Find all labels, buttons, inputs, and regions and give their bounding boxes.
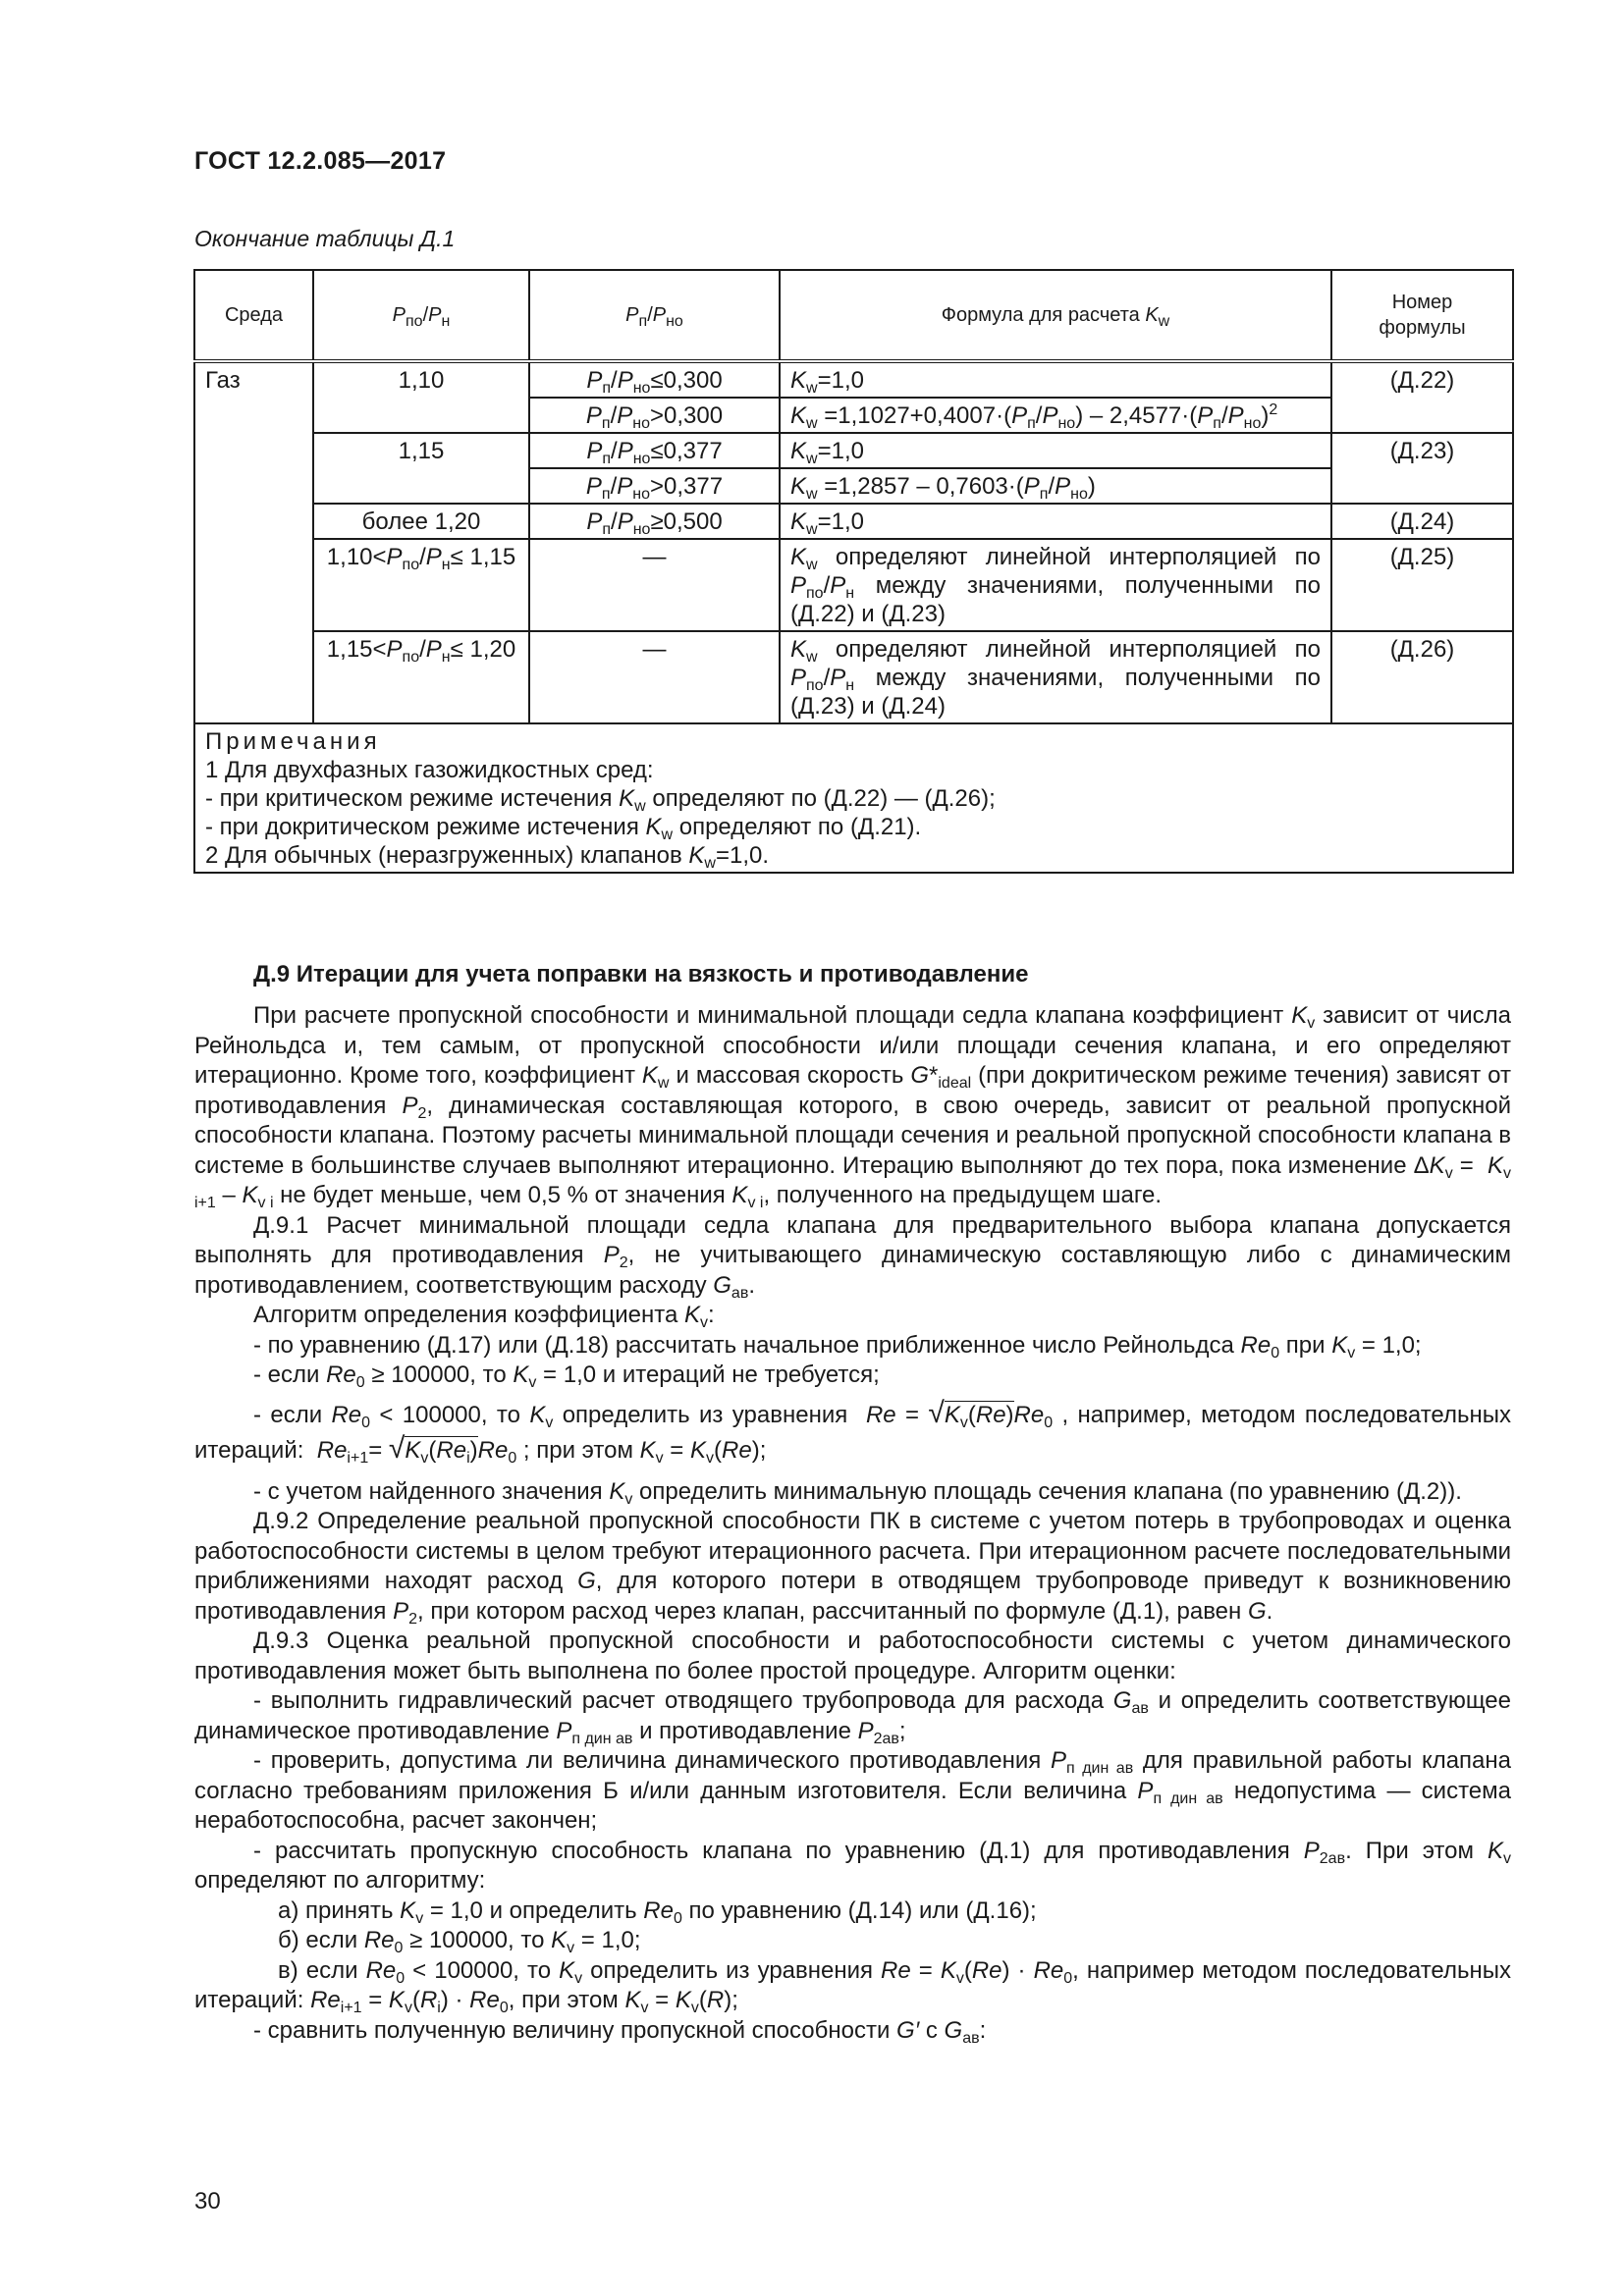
note-line: 1 Для двухфазных газожидкостных сред:	[205, 757, 654, 783]
cell-ratio2: $P_п/P_{но}\ge 0,500$	[529, 504, 780, 539]
paragraph: - по уравнению (Д.17) или (Д.18) рассчитать начальное приближенное число Рейнольдса $Re_0$ при $K_v = 1,0$;	[253, 1331, 1422, 1362]
cell-number: (Д.24)	[1331, 504, 1513, 539]
note-line: 2 Для обычных (неразгруженных) клапанов $K_w=1,0$.	[205, 842, 770, 872]
cell-ratio2: $P_п/P_{но}\le 0,300$	[529, 361, 780, 398]
paragraph: Д.9.1 Расчет минимальной площади седла клапана для предварительного выбора клапана допускается выполнять для противодавления $P_2$, не учитывающего динамическую составляющую либо с динамическим противодавлением, соответствующим расходу $G_{ав}$.	[194, 1211, 1511, 1302]
cell-number: (Д.22)	[1331, 361, 1513, 433]
paragraph: Д.9.2 Определение реальной пропускной способности ПК в системе с учетом потерь в трубопроводах и оценка работоспособности системы в целом требуют итерационного расчета. При итерационном расчете последовательными приближениями находят расход G, для которого потери в отводящем трубопроводе приведут к возникновению противодавления $P_2$, при котором расход через клапан, рассчитанный по формуле (Д.1), равен G.	[194, 1508, 1511, 1628]
cell-formula: $K_w=1,0$	[780, 433, 1331, 468]
cell-ratio2: —	[529, 631, 780, 723]
col-medium-header: Среда	[194, 270, 313, 361]
cell-number: (Д.26)	[1331, 631, 1513, 723]
table-notes-row	[194, 723, 1513, 873]
cell-ratio1: 1,10	[313, 361, 529, 433]
col-formula-header: Формула для расчета $K_w$	[780, 270, 1331, 361]
cell-ratio1: более 1,20	[313, 504, 529, 539]
cell-number: (Д.23)	[1331, 433, 1513, 504]
note-line: - при докритическом режиме истечения $K_w$ определяют по (Д.21).	[205, 814, 922, 843]
cell-ratio2: —	[529, 539, 780, 631]
cell-medium: Газ	[194, 361, 313, 723]
notes-title: Примечания	[205, 728, 381, 755]
page-number: 30	[194, 2188, 221, 2215]
cell-number: (Д.25)	[1331, 539, 1513, 631]
cell-formula: $K_w =1,1027+0,4007\cdot(P_п/P_{но}) - 2,4577\cdot(P_п/P_{но})^2$	[780, 398, 1331, 433]
cell-ratio1: $1,10<P_{по}/P_н\le 1,15$	[313, 539, 529, 631]
table-row	[194, 631, 1513, 723]
cell-formula: $K_w =1,2857 - 0,7603\cdot(P_п/P_{но})$	[780, 468, 1331, 504]
col-ratio1-header: $P_{по}/P_н$	[313, 270, 529, 361]
col-ratio2-header: $P_п/P_{но}$	[529, 270, 780, 361]
paragraph: - если $Re_0 \ge 100000$, то $K_v = 1,0$ и итераций не требуется;	[253, 1362, 880, 1391]
paragraph: а) принять $K_v = 1,0$ и определить $Re_0$ по уравнению (Д.14) или (Д.16);	[278, 1896, 1037, 1927]
body-text	[194, 1001, 1511, 2046]
cell-formula: $K_w=1,0$	[780, 361, 1331, 398]
paragraph: - выполнить гидравлический расчет отводящего трубопровода для расхода $G_{ав}$ и определить соответствующее динамическое противодавление $P_{п дин ав}$ и противодавление $P_{2ав}$;	[194, 1687, 1512, 1747]
table-row	[194, 539, 1513, 631]
table-notes	[194, 723, 1513, 873]
cell-ratio2: $P_п/P_{но}\le 0,377$	[529, 433, 780, 468]
table-row	[194, 433, 1513, 468]
table-row	[194, 361, 1513, 398]
cell-formula: $K_w$ определяют линейной интерполяцией по $P_{по}/P_н$ между значениями, полученными по (Д.23) и (Д.24)	[780, 631, 1331, 723]
paragraph: Алгоритм определения коэффициента $K_v$:	[253, 1302, 715, 1331]
paragraph: - сравнить полученную величину пропускной способности G′ с $G_{ав}$:	[253, 2016, 987, 2047]
cell-formula: $K_w$ определяют линейной интерполяцией по $P_{по}/P_н$ между значениями, полученными по (Д.22) и (Д.23)	[780, 539, 1331, 631]
cell-ratio1: 1,15	[313, 433, 529, 504]
section-title: Д.9 Итерации для учета поправки на вязкость и противодавление	[253, 961, 1029, 988]
col-number-header: Номер формулы	[1331, 270, 1513, 361]
note-line: - при критическом режиме истечения $K_w$ определяют по (Д.22) — (Д.26);	[205, 785, 996, 815]
formula-table	[193, 269, 1514, 874]
cell-ratio2: $P_п/P_{но}>0,377$	[529, 468, 780, 504]
paragraph: б) если $Re_0 \ge 100000$, то $K_v = 1,0$;	[278, 1927, 641, 1956]
paragraph: - рассчитать пропускную способность клапана по уравнению (Д.1) для противодавления $P_{2ав}$. При этом $K_v$ определяют по алгоритму:	[194, 1837, 1511, 1894]
cell-ratio1: $1,15<P_{по}/P_н\le 1,20$	[313, 631, 529, 723]
cell-ratio2: $P_п/P_{но}>0,300$	[529, 398, 780, 433]
table-caption: Окончание таблицы Д.1	[194, 226, 456, 251]
cell-formula: $K_w=1,0$	[780, 504, 1331, 539]
paragraph: Д.9.3 Оценка реальной пропускной способности и работоспособности системы с учетом динамического противодавления может быть выполнена по более простой процедуре. Алгоритм оценки:	[194, 1628, 1511, 1684]
paragraph: При расчете пропускной способности и минимальной площади седла клапана коэффициент $K_v$ зависит от числа Рейнольдса и, тем самым, от пропускной способности и/или площади сечения клапана, и его определяют итерационно. Кроме того, коэффициент $K_w$ и массовая скорость $G*_{ideal}$ (при докритическом режиме течения) зависят от противодавления $P_2$, динамическая составляющая которого, в свою очередь, зависит от реальной пропускной способности клапана. Поэтому расчеты минимальной площади сечения и реальной пропускной способности клапана в системе в большинстве случаев выполняют итерационно. Итерацию выполняют до тех пора, пока изменение $\Delta K_v = K_{v i+1} - K_{v i}$ не будет меньше, чем 0,5 % от значения $K_{v i}$, полученного на предыдущем шаге.	[194, 1002, 1512, 1211]
table-row	[194, 504, 1513, 539]
table-header-row	[194, 270, 1513, 361]
paragraph: в) если $Re_0 < 100000$, то $K_v$ определить из уравнения $Re = K_v(Re) \cdot Re_0$, например методом последовательных итераций: $Re_{i+1} = K_v(R_i) \cdot Re_0$, при этом $K_v = K_v(R)$;	[194, 1956, 1511, 2016]
paragraph: - если $Re_0 < 100000$, то $K_v$ определить из уравнения $Re = √K_v(Re)Re_0$ , например, методом последовательных итераций: $Re_{i+1}= √K_v(Re_i)Re_0$ ; при этом $K_v = K_v(Re)$;	[194, 1396, 1511, 1467]
paragraph: - проверить, допустима ли величина динамического противодавления $P_{п дин ав}$ для правильной работы клапана согласно требованиям приложения Б и/или данным изготовителя. Если величина $P_{п дин ав}$ недопустима — система неработоспособна, расчет закончен;	[194, 1747, 1512, 1834]
document-header: ГОСТ 12.2.085—2017	[194, 147, 447, 175]
paragraph: - с учетом найденного значения $K_v$ определить минимальную площадь сечения клапана (по уравнению (Д.2)).	[253, 1477, 1462, 1508]
